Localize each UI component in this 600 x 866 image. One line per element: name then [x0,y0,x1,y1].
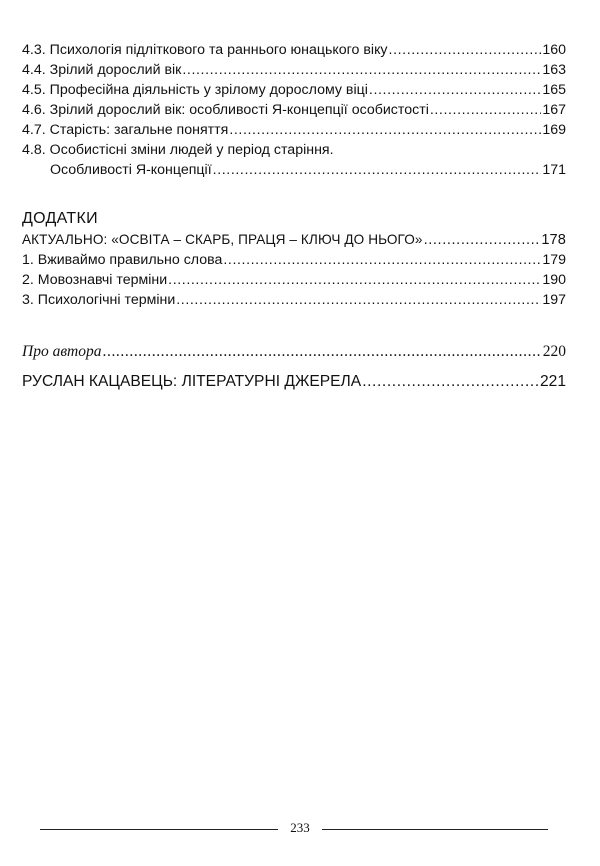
dot-leader [213,162,542,178]
toc-entry-page: 167 [542,102,566,118]
toc-entry-4-3 [22,42,566,62]
toc-entry-page: 171 [542,162,566,178]
dot-leader [424,232,541,248]
toc-entry-number: 4.6. [22,102,46,118]
toc-entry-title: 1. Вживаймо правильно слова [22,252,223,268]
toc-entry-number: 4.7. [22,122,46,138]
toc-entry-4-8-continued [22,162,566,182]
toc-entry-page: 178 [541,232,566,248]
dot-leader [430,102,541,118]
appendix-entry-3 [22,292,566,312]
toc-entry-page: 190 [542,272,566,288]
toc-entry-title: 3. Психологічні терміни [22,292,176,308]
appendix-heading: ДОДАТКИ [22,210,98,227]
toc-entry-title: 2. Мовознавчі терміни [22,272,168,288]
toc-entry-title: Психологія підліткового та раннього юнацького віку [49,42,388,58]
toc-entry-title: Зрілий дорослий вік [49,62,182,78]
dot-leader [229,122,541,138]
dot-leader [176,292,541,308]
dot-leader [389,42,542,58]
toc-entry-number: 4.8. [22,142,46,158]
about-author-entry [22,343,566,365]
toc-entry-title: Особистісні зміни людей у період старіння. [49,142,334,158]
toc-entry-4-8 [22,142,566,162]
toc-entry-4-5 [22,82,566,102]
toc-entry-4-4 [22,62,566,82]
toc-entry-page: 160 [542,42,566,58]
toc-entry-title: АКТУАЛЬНО: «ОСВІТА – СКАРБ, ПРАЦЯ – КЛЮЧ ДО НЬОГО» [22,232,423,247]
toc-entry-title: Зрілий дорослий вік: особливості Я-концепції особистості [49,102,429,118]
toc-entry-title: РУСЛАН КАЦАВЕЦЬ: ЛІТЕРАТУРНІ ДЖЕРЕЛА [22,373,362,390]
appendix-entry-2 [22,272,566,292]
toc-entry-page: 220 [542,343,566,360]
toc-entry-page: 165 [542,82,566,98]
sources-entry [22,373,566,395]
toc-entry-title: Професійна діяльність у зрілому дорослому віці [49,82,368,98]
dot-leader [369,82,541,98]
toc-entry-page: 221 [539,373,566,390]
toc-entry-4-7 [22,122,566,142]
toc-entry-number: 4.5. [22,82,46,98]
toc-entry-page: 163 [542,62,566,78]
toc-entry-title: Про автора [22,343,102,360]
toc-entry-page: 169 [542,122,566,138]
dot-leader [168,272,541,288]
toc-entry-number: 4.4. [22,62,46,78]
footer-rule-left [40,829,278,830]
toc-entry-4-6 [22,102,566,122]
appendix-entry-1 [22,252,566,272]
dot-leader [223,252,541,268]
toc-entry-page: 197 [542,292,566,308]
toc-entry-page: 179 [542,252,566,268]
dot-leader [103,343,542,361]
dot-leader [182,62,541,78]
dot-leader [362,373,539,391]
toc-entry-title: Старість: загальне поняття [49,122,229,138]
toc-entry-number: 4.3. [22,42,46,58]
page-number: 233 [290,820,310,835]
footer-rule-right [322,829,548,830]
appendix-entry-actual [22,232,566,252]
toc-entry-title-continued: Особливості Я-концепції [50,162,212,178]
